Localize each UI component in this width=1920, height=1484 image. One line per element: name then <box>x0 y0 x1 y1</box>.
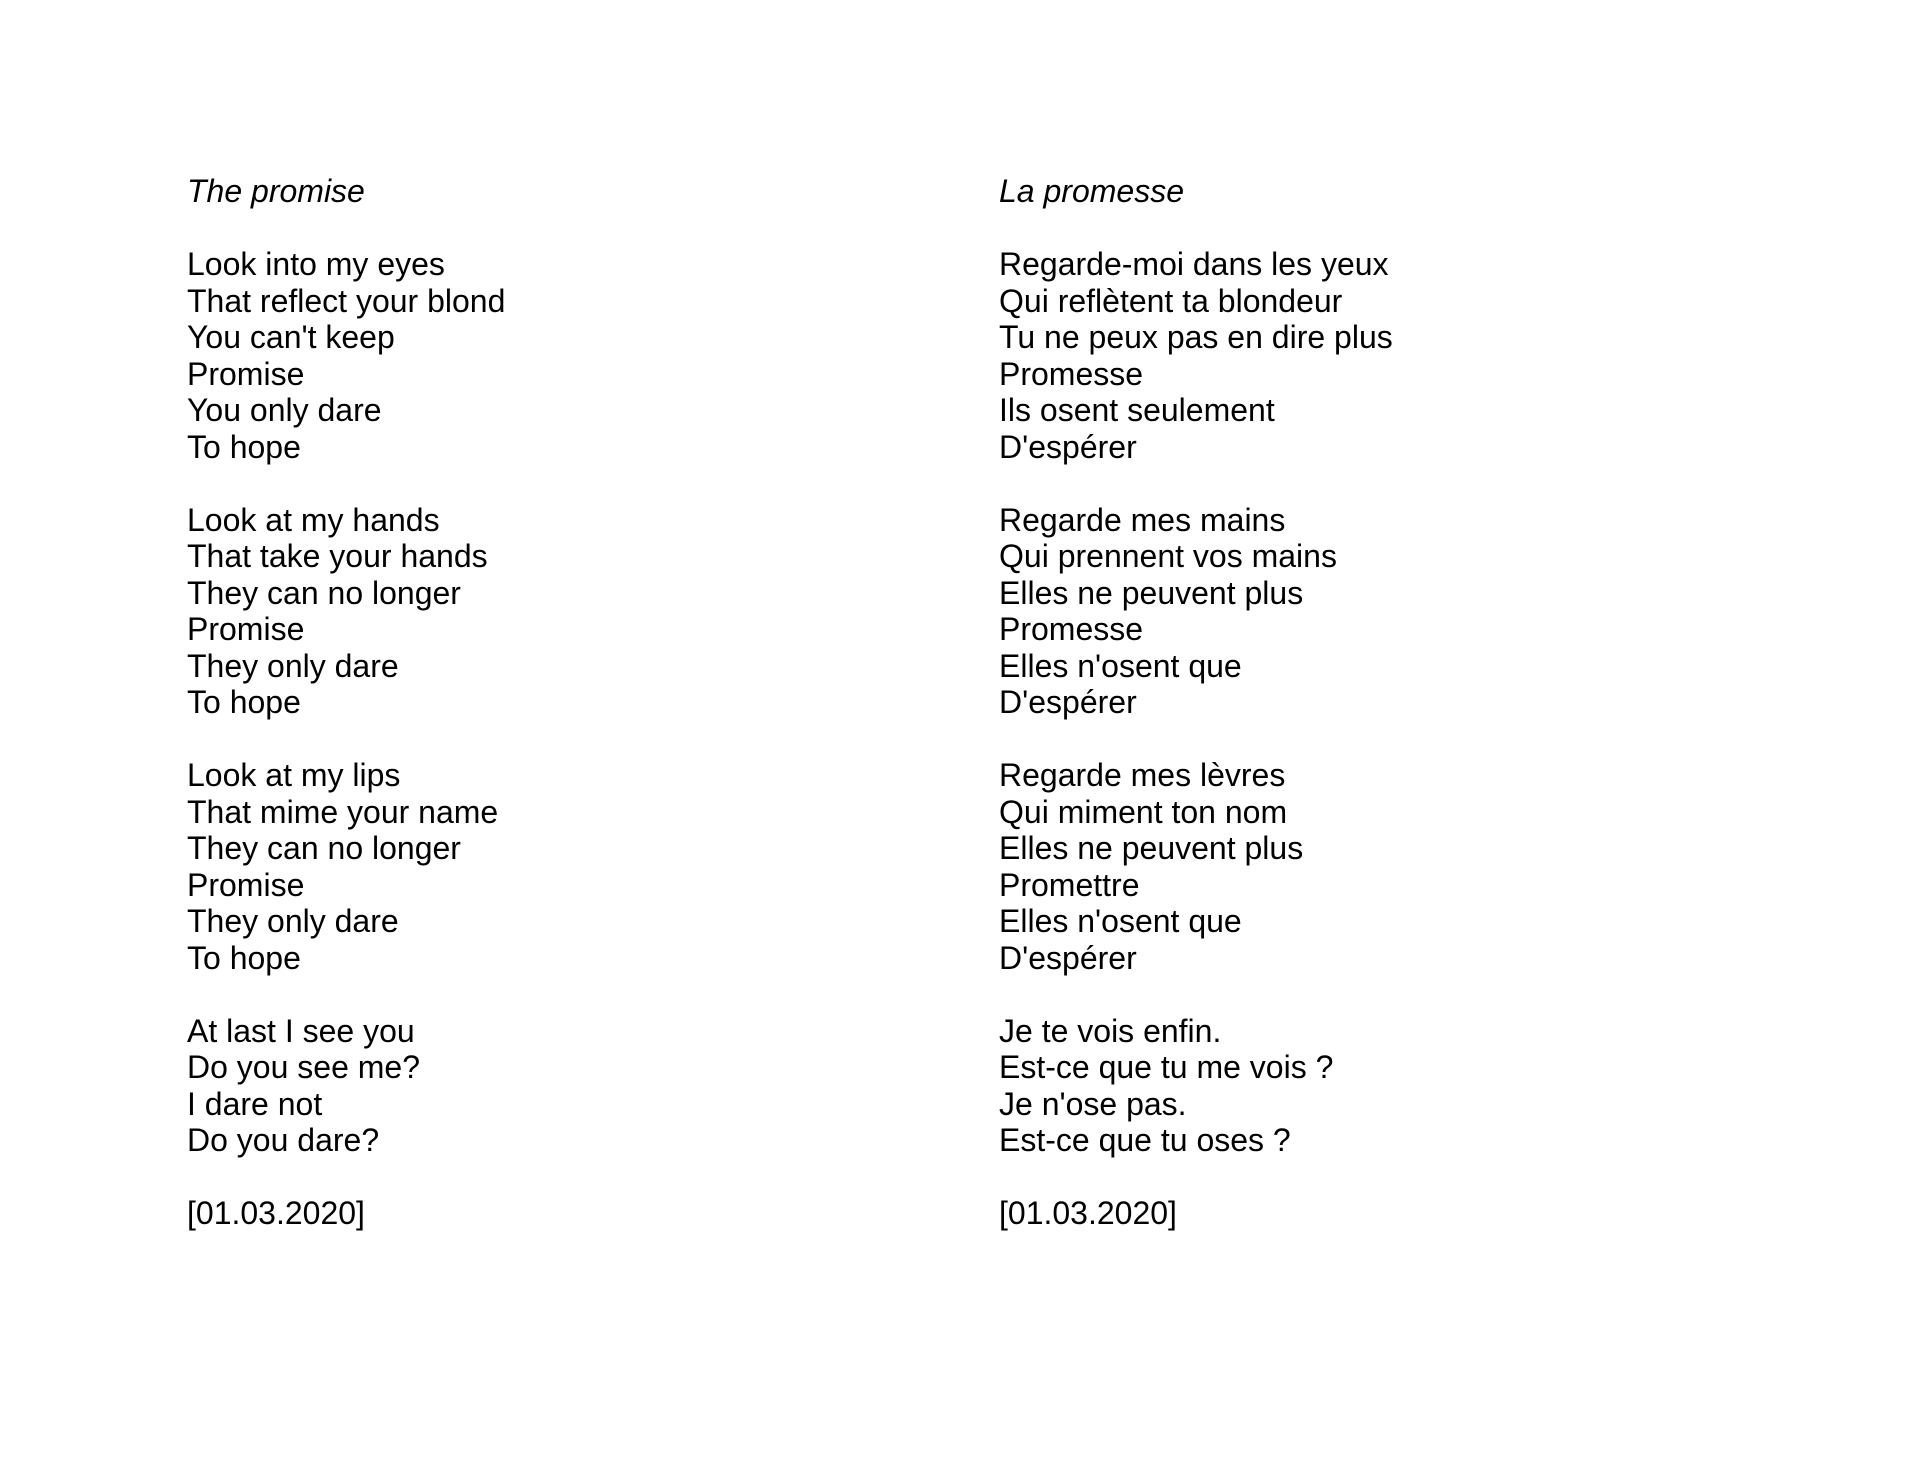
english-stanza-3 <box>187 757 947 976</box>
poem-line: Est-ce que tu me vois ? <box>999 1049 1334 1085</box>
poem-line: Qui miment ton nom <box>999 793 1288 830</box>
poem-line: Qui reflètent ta blondeur <box>999 282 1343 319</box>
stanza-gap <box>999 210 1759 247</box>
stanza-gap <box>187 210 947 247</box>
poem-line: D'espérer <box>999 684 1137 720</box>
english-stanza-4 <box>187 1013 947 1159</box>
french-stanza-2 <box>999 502 1759 721</box>
poem-line: They can no longer <box>187 574 461 611</box>
french-stanza-3 <box>999 757 1759 976</box>
poem-line: They only dare <box>187 647 399 684</box>
french-stanza-1 <box>999 246 1759 465</box>
stanza-gap <box>999 1159 1759 1196</box>
poem-line: Promettre <box>999 866 1140 903</box>
poem-line: To hope <box>187 684 301 720</box>
poem-line: Promise <box>187 355 305 392</box>
french-poem <box>999 173 1759 1232</box>
poem-line: That take your hands <box>187 538 488 574</box>
english-poem <box>187 173 947 1232</box>
poem-line: Est-ce que tu oses ? <box>999 1122 1291 1158</box>
poem-line: They can no longer <box>187 830 461 866</box>
french-stanza-4 <box>999 1013 1759 1159</box>
poem-line: Qui prennent vos mains <box>999 538 1337 574</box>
poem-line: Look at my hands <box>187 501 440 538</box>
poem-line: You only dare <box>187 392 382 428</box>
english-poem-title: The promise <box>187 173 365 209</box>
poem-line: Look at my lips <box>187 757 401 793</box>
poem-line: Look into my eyes <box>187 246 445 282</box>
english-stanza-2 <box>187 502 947 721</box>
stanza-gap <box>187 721 947 758</box>
poem-line: Je te vois enfin. <box>999 1012 1222 1049</box>
poem-line: Regarde mes lèvres <box>999 757 1286 793</box>
stanza-gap <box>187 465 947 502</box>
poem-line: Do you dare? <box>187 1122 380 1158</box>
poem-line: D'espérer <box>999 939 1137 976</box>
stanza-gap <box>187 976 947 1013</box>
poem-line: Promise <box>187 866 305 903</box>
poem-line: Do you see me? <box>187 1049 421 1085</box>
poem-line: D'espérer <box>999 428 1137 465</box>
french-poem-date: [01.03.2020] <box>999 1195 1177 1231</box>
poem-line: Regarde mes mains <box>999 501 1286 538</box>
poem-line: Elles ne peuvent plus <box>999 574 1304 611</box>
english-stanza-1 <box>187 246 947 465</box>
poem-line: They only dare <box>187 903 399 939</box>
poem-line: Regarde-moi dans les yeux <box>999 246 1389 282</box>
poem-line: I dare not <box>187 1085 323 1122</box>
poem-line: Elles n'osent que <box>999 903 1242 939</box>
poem-line: That reflect your blond <box>187 282 506 319</box>
poem-line: Promesse <box>999 355 1144 392</box>
poem-line: Tu ne peux pas en dire plus <box>999 319 1393 355</box>
stanza-gap <box>999 465 1759 502</box>
poem-line: Ils osent seulement <box>999 392 1275 428</box>
poem-line: To hope <box>187 428 301 465</box>
poem-line: Elles n'osent que <box>999 647 1242 684</box>
french-poem-title: La promesse <box>999 173 1184 209</box>
stanza-gap <box>999 721 1759 758</box>
poem-line: Je n'ose pas. <box>999 1085 1187 1122</box>
english-poem-date: [01.03.2020] <box>187 1195 365 1231</box>
poem-line: To hope <box>187 939 301 976</box>
poem-line: Promesse <box>999 611 1144 647</box>
stanza-gap <box>187 1159 947 1196</box>
poem-line: You can't keep <box>187 319 395 355</box>
stanza-gap <box>999 976 1759 1013</box>
poem-line: Promise <box>187 611 305 647</box>
poem-line: That mime your name <box>187 793 499 830</box>
poem-line: Elles ne peuvent plus <box>999 830 1304 866</box>
poem-line: At last I see you <box>187 1012 415 1049</box>
